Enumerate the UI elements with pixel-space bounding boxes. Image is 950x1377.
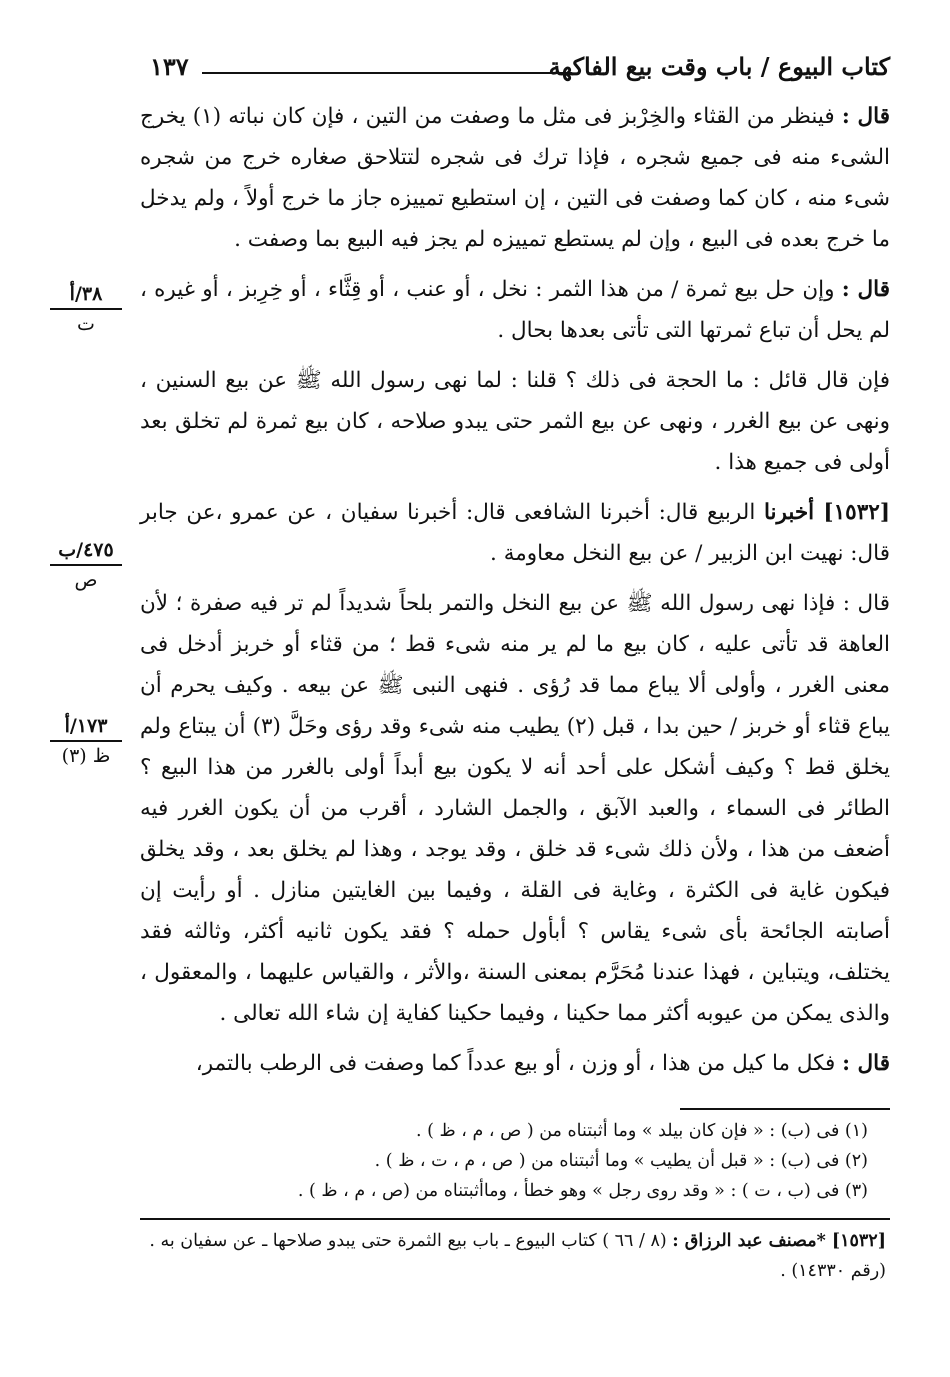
paragraph-text: فإن قال قائل : ما الحجة فى ذلك ؟ قلنا : لما نهى رسول الله ﷺ عن بيع السنين ، ونهى عن بيع الغرر ، ونهى عن بيع الثمر حتى يبدو صلاحه ، كان بيع ثمرة لم تخلق بعد أولى فى جميع هذا .: [140, 368, 890, 475]
paragraph: [140, 96, 890, 260]
paragraph-text: الربيع قال: أخبرنا الشافعى قال: أخبرنا سفيان ، عن عمرو ،عن جابر قال: نهيت ابن الزبير / عن بيع النخل معاومة .: [140, 500, 890, 566]
paragraph-lead: قال :: [841, 104, 891, 129]
margin-note-manuscript: ت: [77, 313, 95, 335]
margin-note-manuscript: ص: [74, 569, 98, 591]
margin-note-2: [50, 538, 122, 592]
page-number: ١٣٧: [150, 52, 189, 81]
page-header: [150, 50, 890, 94]
paragraph: [140, 269, 890, 351]
running-title: كتاب البيوع / باب وقت بيع الفاكهة: [548, 52, 890, 81]
paragraph: [140, 360, 890, 483]
main-text: [140, 96, 890, 1093]
margin-note-folio: ١٧٣/أ: [50, 714, 122, 742]
footnote: (٣) فى (ب ، ت ) : « وقد روى رجل » وهو خطأ ، وماأثبتناه من (ص ، م ، ظ ) .: [297, 1181, 868, 1201]
hadith-number: [١٥٣٢] أخبرنا: [763, 500, 890, 525]
footnote: (١) فى (ب) : « فإن كان بيلد » وما أثبتناه من ( ص ، م ، ظ ) .: [416, 1121, 868, 1141]
paragraph-text: فينظر من القثاء والخِرْبز فى مثل ما وصفت من التين ، فإن كان نباته (١) يخرج الشىء منه فى جميع شجره ، فإذا ترك فى شجره لتتلاحق صغاره خرج من شجره شىء منه ، كان كما وصفت فى التين ، إن استطيع تمييزه جاز ما خرج أولاً ، ولم يدخل ما خرج بعده فى البيع ، وإن لم يستطع تمييزه لم يجز فيه البيع بما وصفت .: [140, 104, 890, 252]
takhrij-rule: [140, 1218, 890, 1220]
paragraph-text: قال : فإذا نهى رسول الله ﷺ عن بيع النخل والتمر بلحاً شديداً لم تر فيه صفرة ؛ لأن العاهة قد تأتى عليه ، كان بيع ما لم ير منه شىء قط ؛ من قثاء أو خربز أدخل فى معنى الغرر ، وأولى ألا يباع مما قد رُؤى . فنهى النبى ﷺ عن بيعه . وكيف يحرم أن يباع قثاء أو خربز / حين بدا ، قبل (٢) يطيب منه شىء وقد رؤى وحَلَّ (٣) أن يبتاع ولم يخلق قط ؟ وكيف أشكل على أحد أنه لا يكون بيع أبداً أولى بالغرر من هذا البيع ؟ الطائر فى السماء ، والعبد الآبق ، والجمل الشارد ، أقرب من أن يكون الغرر فيه أضعف من هذا ، ولأن ذلك شىء قد خلق ، وقد يوجد ، وهذا لم يخلق بعد ، وقد يخلق فيكون غاية فى الكثرة ، وغاية فى القلة ، وفيما بين الغايتين منازل . أو رأيت إن أصابته الجائحة بأى شىء يقاس ؟ أبأول حمله ؟ فقد يكون ثانيه أكثر، وثالثه فقد يختلف، ويتباين ، فهذا عندنا مُحَرَّم بمعنى السنة ،والأثر ، والقياس عليهما ، والمعقول ، والذى يمكن من عيوبه أكثر مما حكينا ، وفيما حكينا كفاية إن شاء الله تعالى .: [140, 591, 891, 1026]
paragraph-lead: قال :: [842, 1051, 890, 1076]
footnote-rule: [680, 1108, 890, 1110]
paragraph: [140, 1043, 890, 1084]
takhrij-text: (٨ / ٦٦ ) كتاب البيوع ـ باب بيع الثمرة حتى يبدو صلاحها ـ عن سفيان به .: [149, 1231, 673, 1251]
takhrij-label: [١٥٣٢] *مصنف عبد الرزاق :: [672, 1231, 886, 1251]
footnote: (٢) فى (ب) : « قبل أن يطيب » وما أثبتناه من ( ص ، م ، ت ، ظ ) .: [374, 1151, 868, 1171]
takhrij-note: [140, 1226, 886, 1256]
margin-note-3: [50, 714, 122, 768]
hadith-paragraph: [140, 492, 890, 574]
footnotes: [140, 1108, 890, 1286]
takhrij-note-cont: (رقم ١٤٣٣٠) .: [780, 1261, 886, 1281]
paragraph-text: فكل ما كيل من هذا ، أو وزن ، أو بيع عدداً كما وصفت فى الرطب بالتمر،: [195, 1051, 843, 1076]
paragraph-text: وإن حل بيع ثمرة / من هذا الثمر : نخل ، أو عنب ، أو قِثَّاء ، أو خِرِبز ، أو غيره ، لم يحل أن تباع ثمرتها التى تأتى بعدها بحال .: [140, 277, 890, 343]
margin-note-folio: ٣٨/أ: [50, 282, 122, 310]
margin-note-folio: ٤٧٥/ب: [50, 538, 122, 566]
paragraph-lead: قال :: [841, 277, 891, 302]
margin-note-1: [50, 282, 122, 336]
margin-note-manuscript: ظ (٣): [61, 745, 111, 767]
header-rule: [202, 72, 572, 74]
paragraph: [140, 583, 890, 1034]
